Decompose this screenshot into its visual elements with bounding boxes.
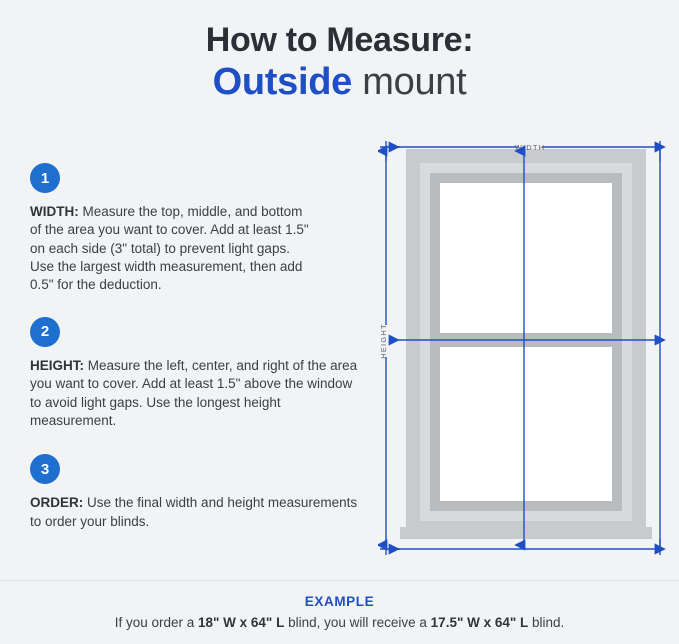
step-item-2 xyxy=(30,317,370,430)
height-label: HEIGHT xyxy=(379,323,388,359)
step-text-2 xyxy=(30,357,360,430)
window-sill xyxy=(400,527,652,539)
example-footer xyxy=(0,580,679,644)
page-title xyxy=(0,22,679,105)
example-text-before: If you order a xyxy=(114,615,198,630)
example-text-after: blind. xyxy=(528,615,565,630)
step-text-3 xyxy=(30,494,360,531)
step-badge-3: 3 xyxy=(30,454,60,484)
example-text-middle: blind, you will receive a xyxy=(284,615,431,630)
title-line-1: How to Measure: xyxy=(205,21,474,59)
window-glass-upper xyxy=(440,183,612,333)
step-item-1 xyxy=(30,163,370,295)
title-mount-word: mount xyxy=(362,61,467,104)
step-label-3: ORDER: xyxy=(30,495,84,511)
step-body-3: Use the final width and height measurements to order your blinds. xyxy=(30,495,358,529)
step-body-2: Measure the left, center, and right of the area you want to cover. Add at least 1.5" above the window to avoid light gaps. Use the longest height measurement. xyxy=(30,357,358,428)
title-line-2 xyxy=(0,61,679,105)
width-label: WIDTH xyxy=(514,143,546,152)
step-text-1 xyxy=(30,203,316,295)
example-title: EXAMPLE xyxy=(304,594,375,609)
step-badge-1: 1 xyxy=(30,163,60,193)
steps-list xyxy=(30,163,370,547)
example-text xyxy=(0,615,679,630)
window-measurement-diagram xyxy=(378,135,668,560)
step-badge-2: 2 xyxy=(30,317,60,347)
step-body-1: Measure the top, middle, and bottom of the area you want to cover. Add at least 1.5" on each side (3" total) to prevent light gaps. Use the largest width measurement, then add 0.5" for the deduction. xyxy=(30,204,309,293)
step-label-1: WIDTH: xyxy=(30,204,79,219)
step-item-3 xyxy=(30,454,370,531)
window-glass-lower xyxy=(440,347,612,501)
example-order-size: 18" W x 64" L xyxy=(198,615,285,630)
step-label-2: HEIGHT: xyxy=(30,357,84,373)
title-accent-word: Outside xyxy=(212,61,352,104)
example-receive-size: 17.5" W x 64" L xyxy=(430,615,529,630)
